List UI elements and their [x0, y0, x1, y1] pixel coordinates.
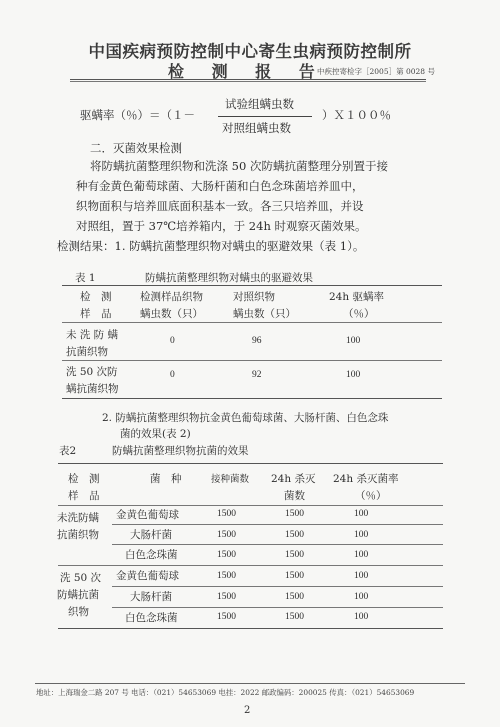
- formula-numerator: 试验组螨虫数: [225, 97, 294, 111]
- fraction-bar: [218, 116, 312, 117]
- table1-header-sample-2: 样 品: [80, 308, 112, 320]
- table2-header-inoculated: 接种菌数: [211, 474, 250, 485]
- table2-g1-r3-killed: 1500: [285, 550, 304, 560]
- table2-header-bacteria: 菌 种: [150, 473, 182, 485]
- table2-g2-r3-rate: 100: [354, 612, 369, 622]
- table2-header-killed-2: 菌数: [284, 490, 305, 502]
- table2-header-killed: 24h 杀灭: [271, 473, 316, 485]
- document-number: 中疾控寄检字［2005］第 0028 号: [317, 67, 435, 76]
- table2-group2-sample-2: 防螨抗菌: [57, 589, 99, 601]
- formula-rhs: ）Ｘ１００％: [322, 108, 391, 122]
- table1-top-rule: [62, 285, 442, 286]
- table1-row1-sample: 未 洗 防 螨: [66, 329, 119, 341]
- table2-group-rule: [58, 565, 443, 566]
- formula-lhs: 驱螨率（％）＝（１－: [80, 108, 195, 122]
- table2-g1-r2-inoculated: 1500: [217, 530, 236, 540]
- table2-group2-sample-3: 织物: [68, 606, 89, 618]
- table1-row2-control: 92: [252, 370, 262, 380]
- table1-row2-test: 0: [170, 370, 175, 380]
- table2-row-rule: [112, 586, 443, 587]
- table2-g1-r3-inoculated: 1500: [217, 550, 236, 560]
- footer-address: 地址：上海瑞金二路 207 号 电话：（021）54653069 电挂：2022 邮政编码：200025 传真：（021）54653069: [36, 688, 415, 697]
- table2-header-sample-2: 样 品: [68, 490, 100, 502]
- table1-row1-test: 0: [170, 336, 175, 346]
- table2-g2-r2-rate: 100: [354, 592, 369, 602]
- table1-header-sample: 检 测: [80, 291, 112, 303]
- table1-header-test-2: 螨虫数（只）: [140, 308, 203, 320]
- report-title: 检 测 报 告: [168, 62, 326, 81]
- formula-denominator: 对照组螨虫数: [222, 121, 291, 135]
- section-heading: 二．灭菌效果检测: [90, 141, 182, 155]
- table2-g1-r2-rate: 100: [354, 530, 369, 540]
- table1-caption: 防螨抗菌整理织物对螨虫的驱避效果: [145, 272, 313, 284]
- table2-g1-r1-inoculated: 1500: [217, 509, 236, 519]
- table2-bottom-rule: [58, 628, 443, 629]
- table1-header-rule: [62, 322, 442, 323]
- table2-g2-r1-rate: 100: [354, 571, 369, 581]
- table1-row1-sample-2: 抗菌织物: [66, 346, 108, 358]
- table2-group1-sample-2: 抗菌织物: [57, 529, 99, 541]
- item2-line-2: 菌的效果(表 2): [120, 428, 191, 440]
- table2-g2-r3-bacteria: 白色念珠菌: [125, 612, 178, 624]
- paragraph-line-3: 织物面积与培养皿底面积基本一致。各三只培养皿，并设: [76, 199, 364, 213]
- table1-label: 表 1: [75, 272, 96, 284]
- table1-header-rate-2: （％）: [343, 308, 375, 320]
- table2-header-rate: 24h 杀灭菌率: [333, 473, 399, 485]
- footer-rule: [35, 683, 465, 684]
- table2-g1-r2-killed: 1500: [285, 530, 304, 540]
- table1-bottom-rule: [62, 398, 442, 399]
- table2-group1-sample: 未洗防螨: [57, 512, 99, 524]
- table2-g2-r2-killed: 1500: [285, 592, 304, 602]
- paragraph-line-2: 种有金黄色葡萄球菌、大肠杆菌和白色念珠菌培养皿中，: [76, 179, 364, 193]
- table2-g1-r3-bacteria: 白色念珠菌: [125, 549, 178, 561]
- paragraph-line-4: 对照组，置于 37℃培养箱内，于 24h 时观察灭菌效果。: [76, 219, 367, 233]
- table1-row1-control: 96: [252, 336, 262, 346]
- result-line: 检测结果：1. 防螨抗菌整理织物对螨虫的驱避效果（表 1）。: [57, 239, 365, 253]
- table2-header-rate-2: （％）: [355, 490, 387, 502]
- table1-header-control-2: 螨虫数（只）: [233, 308, 296, 320]
- table1-row-rule: [62, 360, 442, 361]
- table2-header-sample: 检 测: [68, 473, 100, 485]
- table2-g1-r1-rate: 100: [354, 509, 369, 519]
- paragraph-line-1: 将防螨抗菌整理织物和洗涤 50 次防螨抗菌整理分别置于接: [90, 159, 388, 173]
- institute-title: 中国疾病预防控制中心寄生虫病预防控制所: [88, 42, 412, 61]
- table2-header-rule: [58, 505, 443, 506]
- header-rule: [70, 79, 426, 80]
- table2-caption: 防螨抗菌整理织物抗菌的效果: [112, 445, 249, 457]
- table1-row2-sample-2: 螨抗菌织物: [66, 383, 119, 395]
- table2-g1-r1-bacteria: 金黄色葡萄球: [116, 509, 179, 521]
- table2-g2-r1-killed: 1500: [285, 571, 304, 581]
- table2-g2-r2-bacteria: 大肠杆菌: [130, 591, 172, 603]
- table2-g2-r1-bacteria: 金黄色葡萄球: [116, 570, 179, 582]
- table2-g1-r1-killed: 1500: [285, 509, 304, 519]
- table1-header-rate: 24h 驱螨率: [329, 291, 384, 303]
- table1-row1-rate: 100: [346, 336, 361, 346]
- table2-label: 表2: [59, 445, 77, 457]
- table1-row2-rate: 100: [346, 370, 361, 380]
- table2-g2-r3-inoculated: 1500: [217, 612, 236, 622]
- table2-g1-r2-bacteria: 大肠杆菌: [130, 529, 172, 541]
- table2-g2-r1-inoculated: 1500: [217, 571, 236, 581]
- table2-top-rule: [58, 463, 443, 464]
- table1-header-test: 检测样品织物: [140, 291, 203, 303]
- table2-g1-r3-rate: 100: [354, 550, 369, 560]
- table2-row-rule: [112, 544, 443, 545]
- table2-group2-sample: 洗 50 次: [60, 572, 102, 584]
- table1-header-control: 对照织物: [233, 291, 275, 303]
- table2-g2-r2-inoculated: 1500: [217, 592, 236, 602]
- table1-row2-sample: 洗 50 次防: [66, 366, 118, 378]
- item2-line-1: 2. 防螨抗菌整理织物抗金黄色葡萄球菌、大肠杆菌、白色念珠: [102, 412, 389, 424]
- table2-row-rule: [112, 607, 443, 608]
- page-number: 2: [244, 705, 251, 716]
- header-rule-thin: [70, 81, 426, 82]
- table2-row-rule: [112, 524, 443, 525]
- table2-g2-r3-killed: 1500: [285, 612, 304, 622]
